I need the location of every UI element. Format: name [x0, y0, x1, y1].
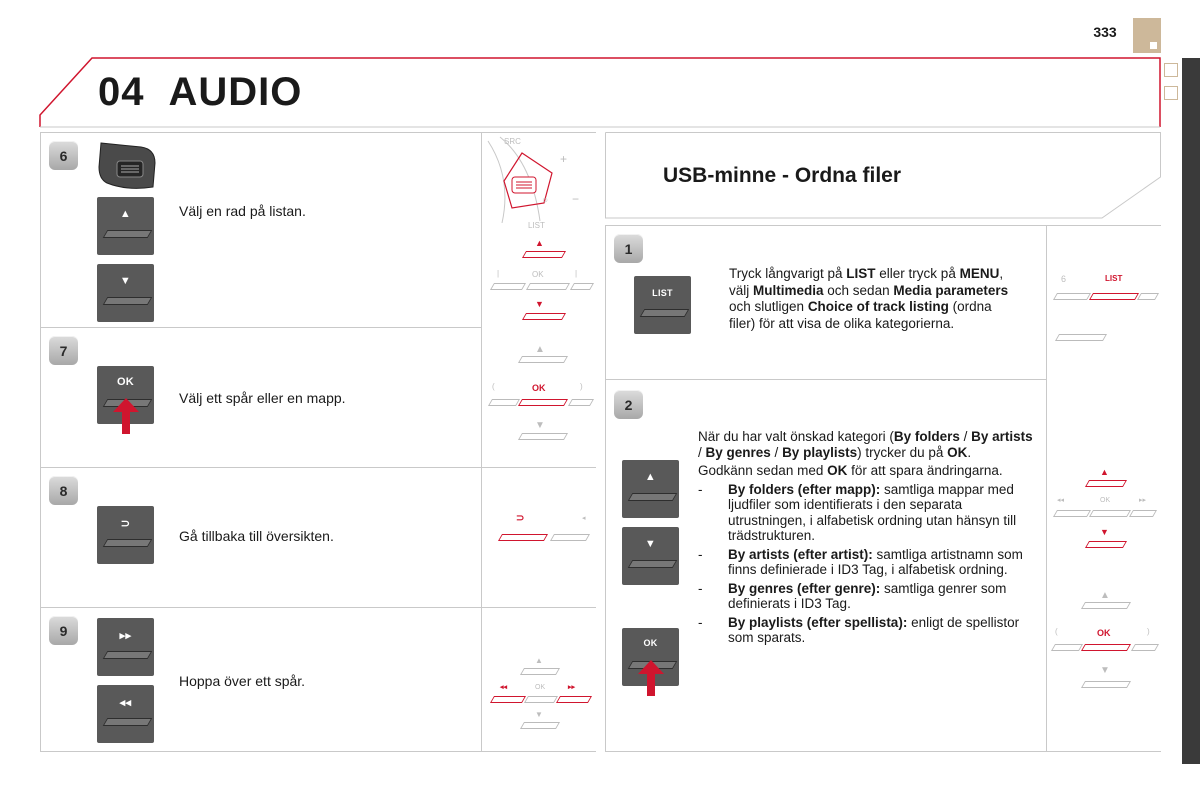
- list-item: - By folders (efter mapp): samtliga mappar med ljudfiler som identifierats i den separata utrustningen, i alfabetisk ordning utan hänsyn till trädstrukturen.: [698, 481, 1017, 543]
- step-2-text: [698, 429, 1038, 649]
- diagram-down-arrow: ▼: [535, 299, 544, 309]
- step-badge: 2: [614, 390, 643, 419]
- chapter-title: AUDIO: [168, 70, 303, 114]
- ok-button[interactable]: OK: [622, 628, 679, 686]
- step-text: Gå tillbaka till översikten.: [179, 528, 334, 544]
- diagram-up-arrow: ▲: [535, 238, 544, 248]
- svg-text:+: +: [560, 152, 568, 166]
- step-badge: 6: [49, 141, 78, 170]
- section-title: USB-minne - Ordna filer: [663, 164, 902, 187]
- press-arrow-icon: [113, 398, 139, 434]
- list-item: - By genres (efter genre): samtliga genrer som definierats i ID3 Tag.: [698, 580, 1007, 611]
- paragraph: När du har valt önskad kategori (By folders / By artists / By genres / By playlists) trycker du på OK.: [698, 429, 1033, 460]
- paragraph: Godkänn sedan med OK för att spara ändringarna.: [698, 463, 1003, 478]
- step-row-6: [40, 132, 596, 328]
- page-edge-bar: [1182, 58, 1200, 764]
- chapter-number: 04: [98, 70, 145, 114]
- press-arrow-icon: [638, 660, 664, 696]
- list-button[interactable]: LIST: [634, 276, 691, 334]
- step-text: Välj ett spår eller en mapp.: [179, 390, 346, 406]
- steering-diagram: + − ○ SRC LIST ▲ OK | | ▼: [481, 133, 596, 328]
- ok-diagram: ▲ OK ( ) ▼: [481, 328, 596, 467]
- up-button[interactable]: ▲: [622, 460, 679, 518]
- list-item: - By playlists (efter spellista): enligt de spellistor som sparats.: [698, 614, 1020, 645]
- down-button[interactable]: ▼: [622, 527, 679, 585]
- step-badge: 1: [614, 234, 643, 263]
- svg-text:−: −: [572, 192, 580, 206]
- back-button[interactable]: ⊃: [97, 506, 154, 564]
- navigation-diagram: ▲ ◂◂ OK ▸▸ ▼ ▲ OK ( ) ▼: [1046, 380, 1161, 751]
- previous-track-button[interactable]: ◂◂: [97, 685, 154, 743]
- step-badge: 9: [49, 616, 78, 645]
- svg-text:○: ○: [542, 195, 549, 206]
- ok-button[interactable]: OK: [97, 366, 154, 424]
- next-track-button[interactable]: ▸▸: [97, 618, 154, 676]
- list-item: - By artists (efter artist): samtliga artistnamn som finns definierade i ID3 Tag, i alfabetisk ordning.: [698, 546, 1023, 577]
- step-row-8: [40, 468, 596, 608]
- page-title: [98, 70, 302, 115]
- page-number: 333: [1093, 24, 1117, 40]
- skip-diagram: ▲ ◂◂ OK ▸▸ ▼: [481, 608, 596, 751]
- steering-button-icon: [97, 139, 159, 191]
- step-row-9: [40, 608, 596, 752]
- back-diagram: ⊃ ◂: [481, 468, 596, 607]
- list-diagram: 6 LIST: [1046, 226, 1161, 380]
- step-row-1: [605, 225, 1161, 380]
- down-button[interactable]: ▼: [97, 264, 154, 322]
- up-button[interactable]: ▲: [97, 197, 154, 255]
- step-badge: 8: [49, 476, 78, 505]
- step-text: Hoppa över ett spår.: [179, 673, 306, 689]
- step-text: Välj en rad på listan.: [179, 203, 306, 219]
- step-text: Tryck långvarigt på LIST eller tryck på MENU, välj Multimedia och sedan Media parameters och slutligen Choice of track listing (ordna filer) för att visa de olika kategorierna.: [729, 266, 1009, 331]
- step-row-7: [40, 328, 596, 468]
- step-badge: 7: [49, 336, 78, 365]
